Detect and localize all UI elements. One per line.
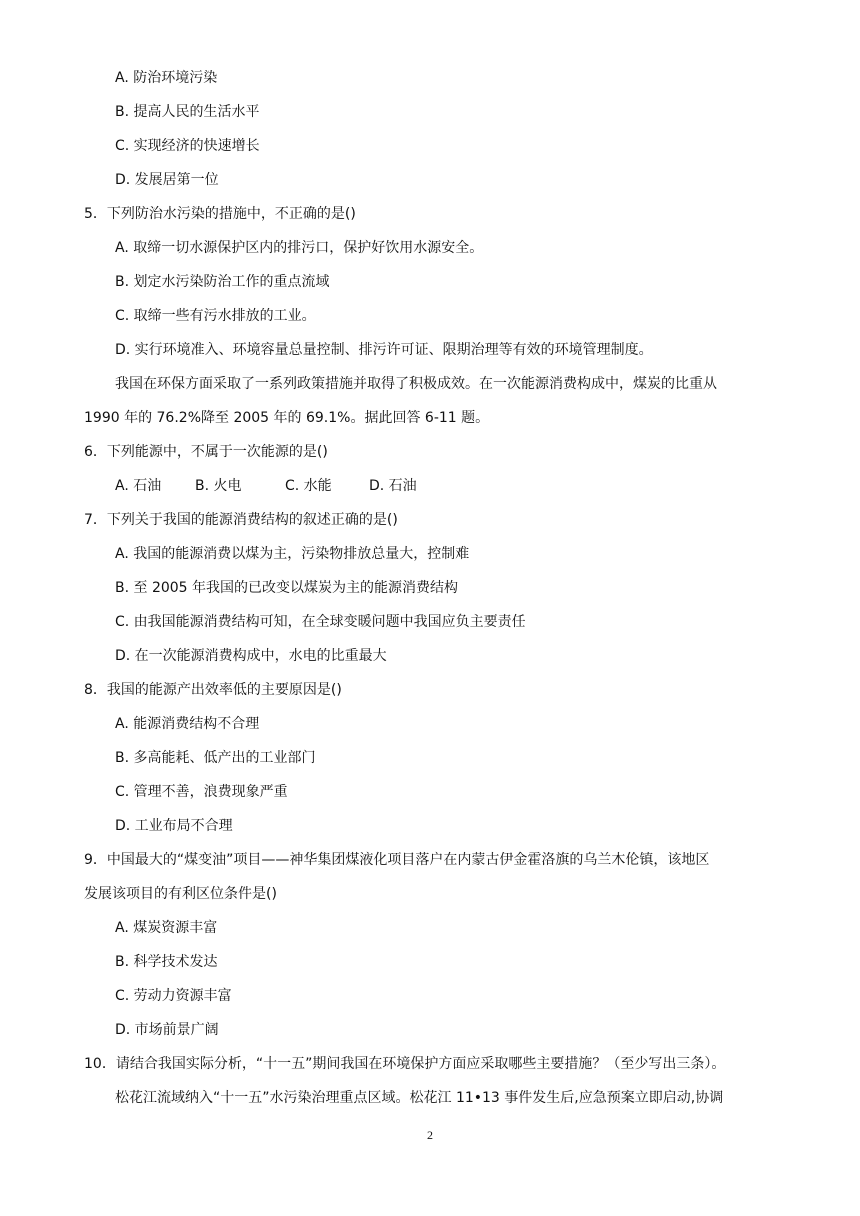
q7-option-b: B. 至 2005 年我国的已改变以煤炭为主的能源消费结构 (115, 580, 459, 596)
q6-option-c: C. 水能 (285, 478, 332, 494)
option-d: D. 发展居第一位 (115, 172, 219, 188)
question-8: 8．我国的能源产出效率低的主要原因是() (84, 682, 342, 698)
q5-option-c: C. 取缔一些有污水排放的工业。 (115, 308, 316, 324)
q8-option-c: C. 管理不善，浪费现象严重 (115, 784, 288, 800)
q7-option-a: A. 我国的能源消费以煤为主，污染物排放总量大，控制难 (115, 546, 470, 562)
question-10: 10．请结合我国实际分析，“十一五”期间我国在环境保护方面应采取哪些主要措施？（至少写出三条）。 (84, 1056, 726, 1072)
q6-option-a: A. 石油 (115, 478, 162, 494)
passage-line-1: 我国在环保方面采取了一系列政策措施并取得了积极成效。在一次能源消费构成中，煤炭的比重从 (115, 376, 717, 392)
option-c: C. 实现经济的快速增长 (115, 138, 260, 154)
q9-option-a: A. 煤炭资源丰富 (115, 920, 218, 936)
q6-option-d: D. 石油 (369, 478, 417, 494)
q5-option-d: D. 实行环境准入、环境容量总量控制、排污许可证、限期治理等有效的环境管理制度。 (115, 342, 653, 358)
q8-option-d: D. 工业布局不合理 (115, 818, 233, 834)
passage-songhua: 松花江流域纳入“十一五”水污染治理重点区域。松花江 11•13 事件发生后,应急预案立即启动,协调 (115, 1090, 724, 1106)
q7-option-c: C. 由我国能源消费结构可知，在全球变暖问题中我国应负主要责任 (115, 614, 526, 630)
q6-options (115, 476, 417, 496)
q5-option-b: B. 划定水污染防治工作的重点流域 (115, 274, 330, 290)
q5-option-a: A. 取缔一切水源保护区内的排污口，保护好饮用水源安全。 (115, 240, 484, 256)
option-a: A. 防治环境污染 (115, 70, 218, 86)
question-9: 9．中国最大的“煤变油”项目——神华集团煤液化项目落户在内蒙古伊金霍洛旗的乌兰木伦镇，该地区 (84, 852, 710, 868)
option-b: B. 提高人民的生活水平 (115, 104, 260, 120)
page-number: 2 (427, 1128, 433, 1142)
question-6: 6．下列能源中，不属于一次能源的是() (84, 444, 328, 460)
q8-option-b: B. 多高能耗、低产出的工业部门 (115, 750, 316, 766)
question-9-cont: 发展该项目的有利区位条件是() (84, 886, 277, 902)
q6-option-b: B. 火电 (195, 478, 242, 494)
q9-option-d: D. 市场前景广阔 (115, 1022, 219, 1038)
q9-option-c: C. 劳动力资源丰富 (115, 988, 232, 1004)
passage-line-2: 1990 年的 76.2%降至 2005 年的 69.1%。据此回答 6-11 题。 (84, 410, 490, 426)
q9-option-b: B. 科学技术发达 (115, 954, 218, 970)
question-7: 7．下列关于我国的能源消费结构的叙述正确的是() (84, 512, 398, 528)
q7-option-d: D. 在一次能源消费构成中，水电的比重最大 (115, 648, 387, 664)
question-5: 5．下列防治水污染的措施中，不正确的是() (84, 206, 356, 222)
q8-option-a: A. 能源消费结构不合理 (115, 716, 260, 732)
